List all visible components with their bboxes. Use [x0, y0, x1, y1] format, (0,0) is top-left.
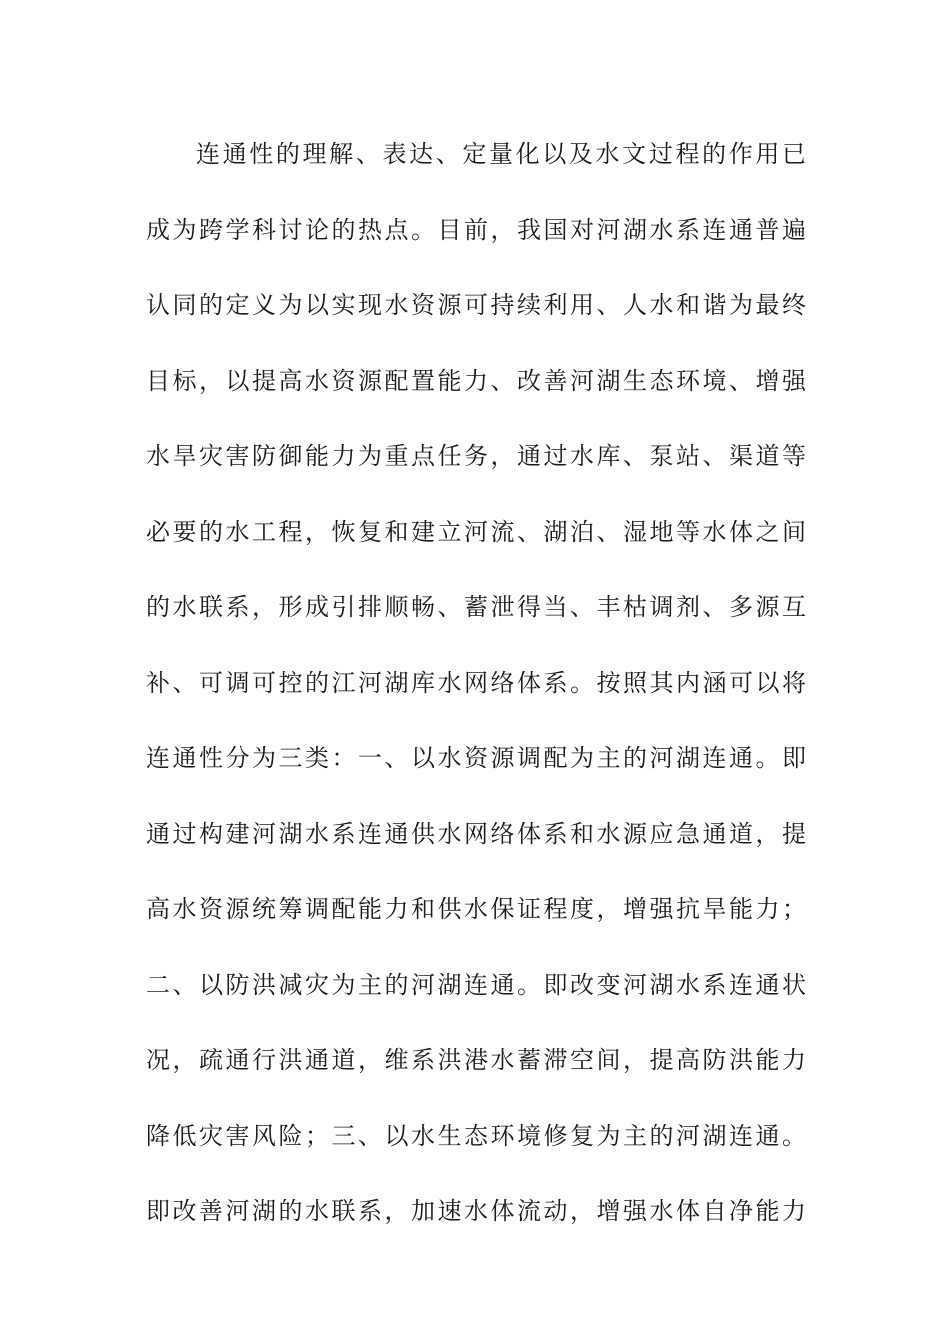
text-line-14: 降低灾害风险；三、以水生态环境修复为主的河湖连通。: [146, 1121, 806, 1150]
text-line-2: 成为跨学科讨论的热点。目前，我国对河湖水系连通普遍: [146, 215, 806, 244]
text-line-10: 通过构建河湖水系连通供水网络体系和水源应急通道，提: [146, 819, 806, 848]
text-line-7: 的水联系，形成引排顺畅、蓄泄得当、丰枯调剂、多源互: [146, 593, 806, 621]
text-line-8: 补、可调可控的江河湖库水网络体系。按照其内涵可以将: [146, 668, 806, 697]
text-line-11: 高水资源统筹调配能力和供水保证程度，增强抗旱能力；: [146, 895, 806, 923]
text-line-5: 水旱灾害防御能力为重点任务，通过水库、泵站、渠道等: [146, 442, 806, 470]
text-line-6: 必要的水工程，恢复和建立河流、湖泊、湿地等水体之间: [146, 517, 806, 546]
body-paragraph: [146, 132, 806, 1265]
text-line-3: 认同的定义为以实现水资源可持续利用、人水和谐为最终: [146, 291, 806, 319]
text-line-9: 连通性分为三类：一、以水资源调配为主的河湖连通。即: [146, 744, 806, 772]
text-line-13: 况，疏通行洪通道，维系洪港水蓄滞空间，提高防洪能力: [146, 1046, 806, 1074]
text-line-4: 目标，以提高水资源配置能力、改善河湖生态环境、增强: [146, 366, 806, 395]
text-line-15: 即改善河湖的水联系，加速水体流动，增强水体自净能力: [146, 1197, 806, 1225]
text-line-12: 二、以防洪减灾为主的河湖连通。即改变河湖水系连通状: [146, 970, 806, 999]
text-line-1: 连通性的理解、表达、定量化以及水文过程的作用已: [196, 140, 806, 168]
